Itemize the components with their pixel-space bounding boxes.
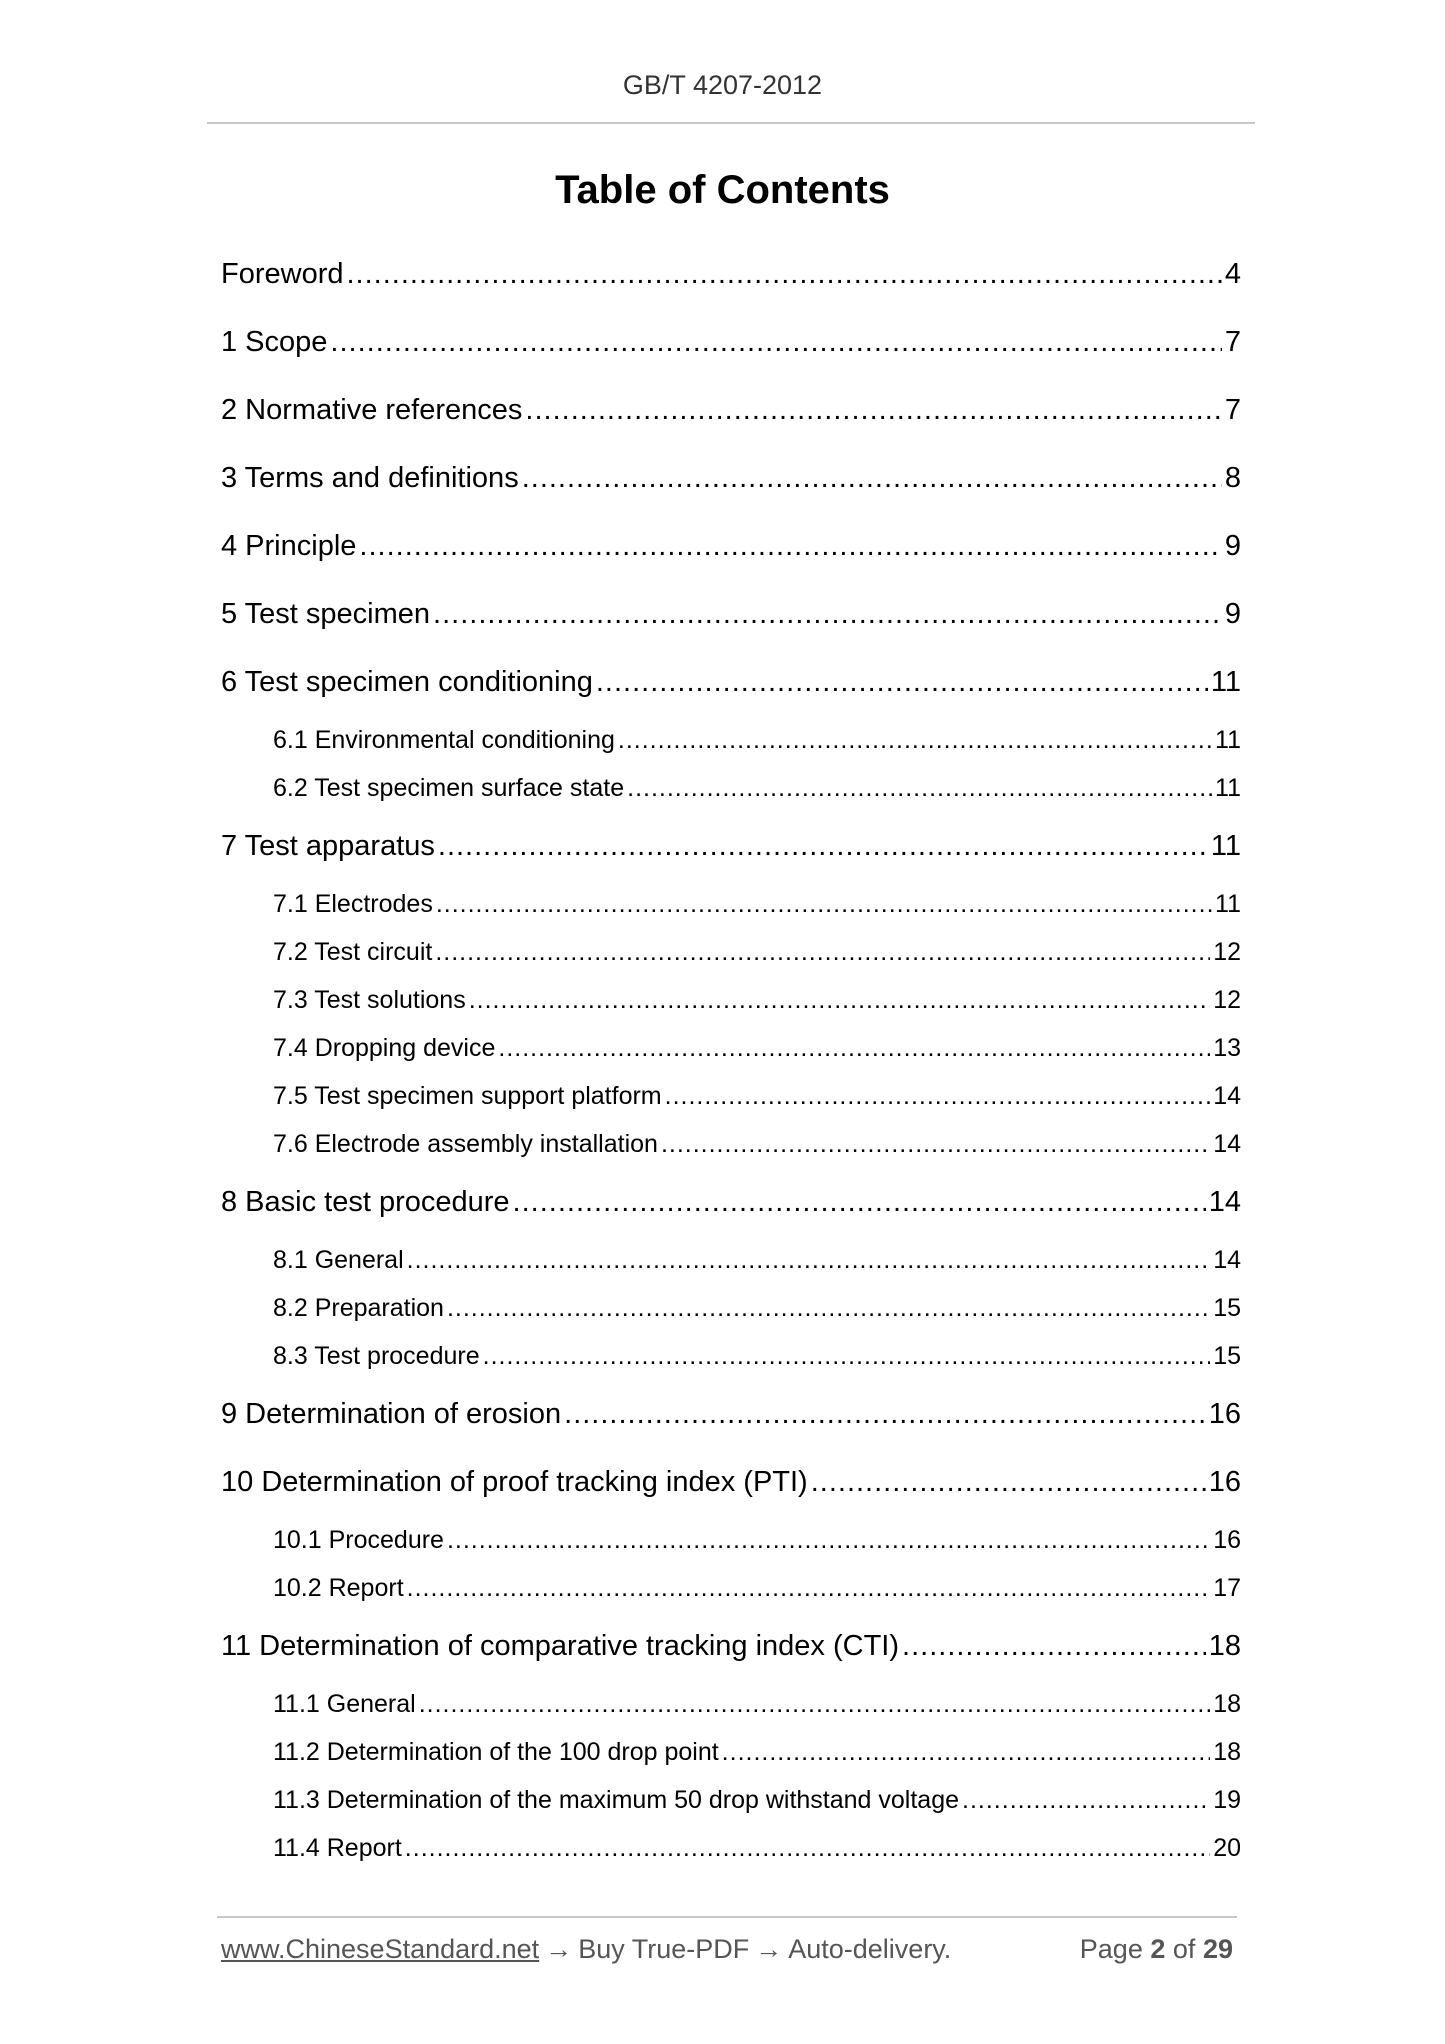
toc-entry-label: 9 Determination of erosion — [221, 1398, 562, 1430]
toc-entry-label: 2 Normative references — [221, 394, 523, 426]
toc-dot-leader — [347, 240, 1222, 308]
toc-entry-page: 9 — [1224, 530, 1241, 562]
toc-dot-leader — [522, 444, 1222, 512]
toc-entry-page: 8 — [1224, 462, 1241, 494]
toc-dot-leader — [811, 1448, 1206, 1516]
toc-dot-leader — [419, 1680, 1210, 1728]
toc-entry-page: 14 — [1213, 1130, 1241, 1158]
toc-entry-page: 13 — [1213, 1034, 1241, 1062]
of-word: of — [1172, 1934, 1196, 1964]
toc-entry-label: 7 Test apparatus — [221, 830, 435, 862]
arrow-right-icon: → — [545, 1934, 573, 1964]
toc-entry-page: 16 — [1208, 1398, 1241, 1430]
page-word: Page — [1079, 1934, 1143, 1964]
toc-section-entry[interactable] — [221, 1612, 1241, 1680]
toc-section-entry[interactable] — [221, 1168, 1241, 1236]
toc-dot-leader — [447, 1516, 1210, 1564]
toc-dot-leader — [513, 1168, 1206, 1236]
toc-dot-leader — [627, 764, 1212, 812]
toc-entry-page: 15 — [1213, 1294, 1241, 1322]
toc-entry-label: 11 Determination of comparative tracking index (CTI) — [221, 1630, 900, 1662]
toc-entry-label: 7.4 Dropping device — [273, 1034, 496, 1062]
toc-section-entry[interactable] — [221, 376, 1241, 444]
toc-section-entry[interactable] — [221, 648, 1241, 716]
toc-entry-page: 7 — [1224, 326, 1241, 358]
website-link[interactable]: www.ChineseStandard.net — [221, 1934, 540, 1964]
toc-subsection-entry[interactable] — [221, 1120, 1241, 1168]
toc-entry-label: 8.2 Preparation — [273, 1294, 444, 1322]
toc-entry-label: 3 Terms and definitions — [221, 462, 519, 494]
toc-dot-leader — [469, 976, 1210, 1024]
toc-entry-label: 6 Test specimen conditioning — [221, 666, 593, 698]
toc-entry-label: Foreword — [221, 258, 344, 290]
toc-dot-leader — [447, 1284, 1210, 1332]
toc-dot-leader — [407, 1564, 1211, 1612]
footer-promo — [221, 1934, 951, 1965]
table-of-contents — [221, 240, 1241, 1872]
toc-entry-page: 12 — [1213, 986, 1241, 1014]
toc-entry-page: 18 — [1213, 1690, 1241, 1718]
page-number — [1080, 1934, 1233, 1965]
toc-entry-label: 5 Test specimen — [221, 598, 431, 630]
toc-entry-page: 20 — [1213, 1834, 1241, 1862]
page-footer — [221, 1934, 1233, 1965]
toc-subsection-entry[interactable] — [221, 976, 1241, 1024]
toc-entry-page: 18 — [1208, 1630, 1241, 1662]
toc-dot-leader — [498, 1024, 1210, 1072]
toc-subsection-entry[interactable] — [221, 1284, 1241, 1332]
toc-entry-label: 11.1 General — [273, 1690, 416, 1718]
toc-entry-label: 8 Basic test procedure — [221, 1186, 510, 1218]
toc-dot-leader — [438, 812, 1208, 880]
toc-entry-page: 19 — [1213, 1786, 1241, 1814]
toc-dot-leader — [435, 928, 1210, 976]
document-id-header: GB/T 4207-2012 — [622, 70, 823, 100]
footer-divider — [217, 1916, 1237, 1918]
auto-delivery-text: Auto-delivery. — [788, 1934, 952, 1964]
toc-subsection-entry[interactable] — [221, 1516, 1241, 1564]
toc-entry-label: 7.1 Electrodes — [273, 890, 433, 918]
toc-entry-label: 7.6 Electrode assembly installation — [273, 1130, 658, 1158]
toc-entry-page: 15 — [1213, 1342, 1241, 1370]
toc-dot-leader — [564, 1380, 1206, 1448]
toc-dot-leader — [483, 1332, 1211, 1380]
toc-subsection-entry[interactable] — [221, 1332, 1241, 1380]
toc-entry-label: 7.2 Test circuit — [273, 938, 433, 966]
toc-dot-leader — [722, 1728, 1211, 1776]
toc-dot-leader — [661, 1120, 1210, 1168]
toc-section-entry[interactable] — [221, 240, 1241, 308]
toc-section-entry[interactable] — [221, 1448, 1241, 1516]
toc-dot-leader — [902, 1612, 1206, 1680]
toc-subsection-entry[interactable] — [221, 880, 1241, 928]
header-divider — [207, 122, 1255, 124]
toc-dot-leader — [436, 880, 1212, 928]
toc-entry-label: 8.3 Test procedure — [273, 1342, 480, 1370]
toc-entry-label: 4 Principle — [221, 530, 357, 562]
current-page: 2 — [1150, 1934, 1166, 1964]
toc-entry-page: 11 — [1210, 666, 1241, 698]
toc-subsection-entry[interactable] — [221, 716, 1241, 764]
toc-dot-leader — [407, 1236, 1211, 1284]
toc-entry-label: 1 Scope — [221, 326, 328, 358]
toc-section-entry[interactable] — [221, 444, 1241, 512]
toc-entry-label: 10.2 Report — [273, 1574, 404, 1602]
toc-entry-page: 12 — [1213, 938, 1241, 966]
toc-entry-label: 11.3 Determination of the maximum 50 drop withstand voltage — [273, 1786, 960, 1814]
toc-subsection-entry[interactable] — [221, 1680, 1241, 1728]
toc-entry-page: 9 — [1224, 598, 1241, 630]
toc-section-entry[interactable] — [221, 308, 1241, 376]
arrow-right-icon: → — [755, 1934, 783, 1964]
toc-section-entry[interactable] — [221, 1380, 1241, 1448]
toc-dot-leader — [433, 580, 1222, 648]
toc-dot-leader — [525, 376, 1221, 444]
toc-subsection-entry[interactable] — [221, 928, 1241, 976]
toc-entry-page: 14 — [1213, 1246, 1241, 1274]
toc-subsection-entry[interactable] — [221, 1824, 1241, 1872]
toc-entry-label: 11.2 Determination of the 100 drop point — [273, 1738, 719, 1766]
toc-dot-leader — [596, 648, 1208, 716]
toc-entry-label: 6.1 Environmental conditioning — [273, 726, 615, 754]
toc-entry-label: 6.2 Test specimen surface state — [273, 774, 625, 802]
toc-entry-page: 11 — [1215, 774, 1241, 802]
toc-section-entry[interactable] — [221, 512, 1241, 580]
toc-dot-leader — [665, 1072, 1211, 1120]
toc-entry-page: 11 — [1210, 830, 1241, 862]
toc-subsection-entry[interactable] — [221, 1564, 1241, 1612]
toc-subsection-entry[interactable] — [221, 1072, 1241, 1120]
toc-subsection-entry[interactable] — [221, 1236, 1241, 1284]
toc-entry-page: 16 — [1213, 1526, 1241, 1554]
toc-entry-page: 17 — [1213, 1574, 1241, 1602]
total-pages: 29 — [1202, 1934, 1233, 1964]
toc-subsection-entry[interactable] — [221, 1776, 1241, 1824]
toc-entry-page: 14 — [1208, 1186, 1241, 1218]
buy-pdf-text: Buy True-PDF — [578, 1934, 750, 1964]
toc-dot-leader — [405, 1824, 1210, 1872]
toc-subsection-entry[interactable] — [221, 1024, 1241, 1072]
toc-entry-label: 7.5 Test specimen support platform — [273, 1082, 662, 1110]
toc-dot-leader — [962, 1776, 1210, 1824]
toc-dot-leader — [330, 308, 1221, 376]
toc-entry-label: 11.4 Report — [273, 1834, 402, 1862]
toc-dot-leader — [359, 512, 1221, 580]
toc-entry-page: 16 — [1208, 1466, 1241, 1498]
toc-subsection-entry[interactable] — [221, 764, 1241, 812]
toc-dot-leader — [618, 716, 1212, 764]
toc-entry-page: 11 — [1215, 726, 1241, 754]
toc-entry-page: 11 — [1215, 890, 1241, 918]
toc-entry-page: 18 — [1213, 1738, 1241, 1766]
toc-section-entry[interactable] — [221, 812, 1241, 880]
toc-entry-page: 14 — [1213, 1082, 1241, 1110]
toc-entry-page: 7 — [1224, 394, 1241, 426]
toc-section-entry[interactable] — [221, 580, 1241, 648]
toc-entry-page: 4 — [1224, 258, 1241, 290]
toc-entry-label: 10 Determination of proof tracking index (PTI) — [221, 1466, 808, 1498]
toc-entry-label: 7.3 Test solutions — [273, 986, 466, 1014]
toc-subsection-entry[interactable] — [221, 1728, 1241, 1776]
toc-entry-label: 8.1 General — [273, 1246, 404, 1274]
toc-entry-label: 10.1 Procedure — [273, 1526, 444, 1554]
page-title: Table of Contents — [555, 168, 890, 212]
